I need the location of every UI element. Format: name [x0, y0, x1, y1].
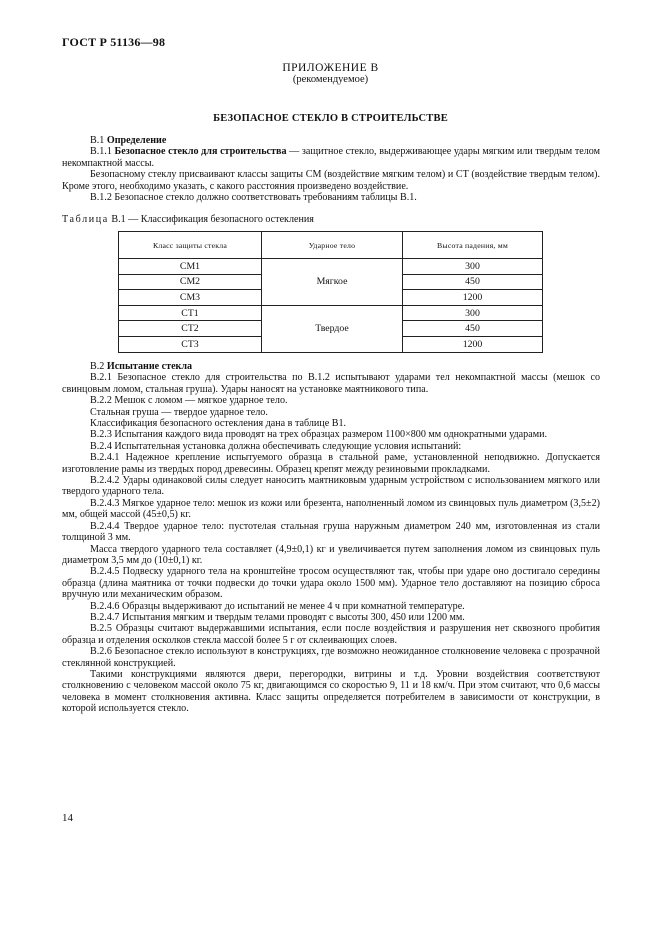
- cell-class: СМ2: [119, 274, 262, 290]
- cell-height: 1200: [403, 290, 543, 306]
- testing-heading-number: В.2: [90, 361, 105, 372]
- cell-height: 300: [403, 259, 543, 275]
- definition-heading-text: Определение: [106, 135, 167, 146]
- standard-header: ГОСТ Р 51136—98: [62, 35, 166, 49]
- testing-paragraph: Стальная груша — твердое ударное тело.: [90, 406, 268, 418]
- cell-impact-body-soft: Мягкое: [262, 259, 403, 306]
- definition-paragraph-1: [62, 146, 600, 169]
- definition-p1-number: В.1.1: [90, 146, 112, 158]
- cell-height: 450: [403, 321, 543, 337]
- appendix-subtitle: (рекомендуемое): [292, 74, 369, 85]
- definition-heading: [62, 135, 600, 146]
- classification-table: [118, 231, 543, 353]
- table-caption: [62, 214, 314, 225]
- testing-paragraph: В.2.4.5 Подвеску ударного тела на кронштейне тросом осуществляют так, чтобы при ударе оно достигало середины образца (длина маятника от точки подвески до точки удара около 1500 мм). Ударное тело доставляют на позицию сброса вручную или механическим образом.: [62, 566, 600, 601]
- table-header-row: [119, 232, 543, 259]
- definition-paragraph-2: Безопасному стеклу присваивают классы защиты СМ (воздействие мягким телом) и СТ (воздействие твердым телом). Кроме этого, необходимо указать, с какого расстояния произведено воздействие.: [62, 169, 600, 192]
- cell-height: 1200: [403, 336, 543, 352]
- testing-section: [62, 361, 600, 715]
- column-header-impact-body: Ударное тело: [262, 232, 403, 259]
- table-row: [119, 305, 543, 321]
- testing-paragraph: В.2.5 Образцы считают выдержавшими испытания, если после воздействия и разрушения нет сквозного пробития образца и отделения осколков стекла массой более 5 г от склеивающих слоев.: [62, 623, 600, 646]
- section-title: БЕЗОПАСНОЕ СТЕКЛО В СТРОИТЕЛЬСТВЕ: [213, 113, 448, 124]
- testing-paragraph: Такими конструкциями являются двери, перегородки, витрины и т.д. Уровни воздействия соответствуют столкновению с человеком массой около 75 кг, двигающимся со скоростью 9, 11 и 18 км/ч. При этом считают, что 0,6 массы человека в момент столкновения активна. Класс защиты определяется потребителем в зависимости от конструкции, в которой используется стекло.: [62, 668, 600, 715]
- definition-term: Безопасное стекло для строительства: [114, 146, 287, 158]
- testing-paragraph: Масса твердого ударного тела составляет (4,9±0,1) кг и увеличивается путем заполнения ломом из свинцовых пуль диаметром 3,5 мм до (10±0,1) кг.: [62, 543, 600, 566]
- testing-paragraph: В.2.1 Безопасное стекло для строительства по В.1.2 испытывают ударами тел некомпактной массы (мешок со свинцовым ломом, стальная груша). Удары наносят на установке маятникового типа.: [62, 372, 600, 395]
- cell-class: СТ3: [119, 336, 262, 352]
- column-header-drop-height: Высота падения, мм: [403, 232, 543, 259]
- testing-paragraph: В.2.4.7 Испытания мягким и твердым телами проводят с высоты 300, 450 или 1200 мм.: [90, 611, 465, 623]
- cell-height: 300: [403, 305, 543, 321]
- definition-paragraph-3: В.1.2 Безопасное стекло должно соответствовать требованиям таблицы В.1.: [90, 192, 417, 204]
- definition-p1-text: — защитное стекло, выдерживающее удары мягким или твердым телом некомпактной массы.: [62, 146, 601, 169]
- testing-paragraph: В.2.2 Мешок с ломом — мягкое ударное тело.: [90, 395, 288, 407]
- appendix-title: ПРИЛОЖЕНИЕ В: [282, 62, 379, 74]
- table-caption-text: В.1 — Классификация безопасного остекления: [108, 214, 314, 225]
- definition-section: [62, 135, 600, 203]
- definition-heading-number: В.1: [90, 135, 105, 146]
- column-header-class: Класс защиты стекла: [119, 232, 262, 259]
- testing-heading: [62, 361, 600, 372]
- cell-class: СМ1: [119, 259, 262, 275]
- testing-paragraph: В.2.6 Безопасное стекло используют в конструкциях, где возможно неожиданное столкновение человека с прозрачной стеклянной конструкцией.: [62, 646, 600, 669]
- testing-paragraph: Классификация безопасного остекления дана в таблице В1.: [90, 418, 347, 430]
- testing-paragraph: В.2.4 Испытательная установка должна обеспечивать следующие условия испытаний:: [90, 440, 462, 452]
- testing-paragraph: В.2.3 Испытания каждого вида проводят на трех образцах размером 1100×800 мм однократными ударами.: [90, 429, 548, 441]
- table-row: [119, 259, 543, 275]
- testing-paragraph: В.2.4.2 Удары одинаковой силы следует наносить маятниковым ударным устройством с использованием мягкого или твердого ударного тела.: [62, 475, 600, 498]
- testing-paragraph: В.2.4.6 Образцы выдерживают до испытаний не менее 4 ч при комнатной температуре.: [90, 600, 465, 612]
- table-caption-word: Таблица: [62, 214, 109, 225]
- testing-paragraph: В.2.4.3 Мягкое ударное тело: мешок из кожи или брезента, наполненный ломом из свинцовых пуль диаметром (3,5±2) мм, общей массой (45±0,5) кг.: [62, 497, 600, 521]
- cell-height: 450: [403, 274, 543, 290]
- testing-paragraph: В.2.4.1 Надежное крепление испытуемого образца в стальной раме, установленной неподвижно. Допускается изготовление рамы из твердых пород древесины. Образец крепят между резиновыми прокладками.: [62, 452, 600, 475]
- cell-class: СТ1: [119, 305, 262, 321]
- cell-class: СТ2: [119, 321, 262, 337]
- page-number: 14: [62, 812, 73, 824]
- testing-heading-text: Испытание стекла: [106, 361, 193, 372]
- cell-impact-body-hard: Твердое: [262, 305, 403, 352]
- testing-paragraph: В.2.4.4 Твердое ударное тело: пустотелая стальная груша наружным диаметром 240 мм, изготовленная из стали толщиной 3 мм.: [62, 520, 600, 544]
- cell-class: СМ3: [119, 290, 262, 306]
